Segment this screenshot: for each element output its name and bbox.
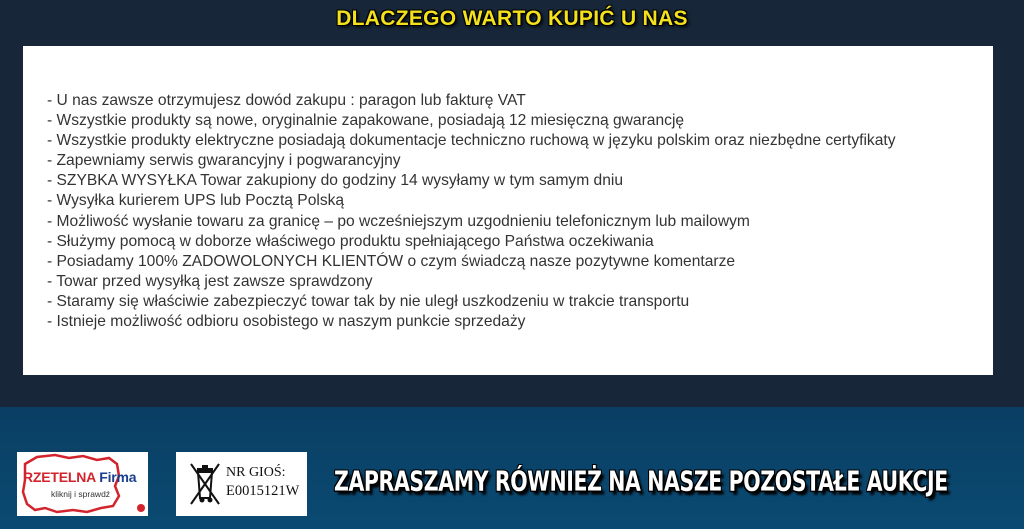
- benefit-item: - Istnieje możliwość odbioru osobistego w naszym punkcie sprzedaży: [47, 313, 526, 331]
- benefit-item: - Zapewniamy serwis gwarancyjny i pogwarancyjny: [47, 152, 401, 170]
- benefit-item: - U nas zawsze otrzymujesz dowód zakupu : paragon lub fakturę VAT: [47, 92, 526, 109]
- rzetelna-dot-icon: [137, 504, 145, 512]
- benefit-item: - Możliwość wysłanie towaru za granicę – po wcześniejszym uzgodnieniu telefonicznym lub mailowym: [47, 212, 750, 230]
- gios-badge: [176, 452, 307, 516]
- rzetelna-tagline: kliknij i sprawdź: [51, 489, 111, 499]
- other-auctions-link[interactable]: ZAPRASZAMY RÓWNIEŻ NA NASZE POZOSTAŁE AUKCJE: [334, 465, 948, 498]
- benefit-item: - Wszystkie produkty są nowe, oryginalnie zapakowane, posiadają 12 miesięczną gwarancję: [47, 112, 685, 130]
- rzetelna-brand: RZETELNA Firma: [23, 469, 137, 485]
- rzetelna-firma-badge[interactable]: [17, 452, 148, 516]
- crossed-bin-icon: [188, 460, 222, 508]
- benefits-list: [47, 91, 896, 332]
- gios-number: E0015121W: [226, 483, 300, 499]
- benefit-item: - Służymy pomocą w doborze właściwego produktu spełniającego Państwa oczekiwania: [47, 232, 654, 250]
- benefit-item: - Wszystkie produkty elektryczne posiadają dokumentacje techniczno ruchową w języku polskim oraz niezbędne certyfikaty: [47, 132, 896, 150]
- benefit-item: - SZYBKA WYSYŁKA Towar zakupiony do godziny 14 wysyłamy w tym samym dniu: [47, 172, 624, 190]
- gios-label: NR GIOŚ:: [226, 465, 286, 480]
- section-title: DLACZEGO WARTO KUPIĆ U NAS: [336, 7, 688, 30]
- benefit-item: - Staramy się właściwie zabezpieczyć towar tak by nie uległ uszkodzeniu w trakcie transportu: [47, 292, 690, 310]
- benefits-panel: [23, 46, 993, 375]
- benefit-item: - Posiadamy 100% ZADOWOLONYCH KLIENTÓW o czym świadczą nasze pozytywne komentarze: [47, 252, 736, 270]
- benefit-item: - Towar przed wysyłką jest zawsze sprawdzony: [47, 272, 373, 290]
- benefit-item: - Wysyłka kurierem UPS lub Pocztą Polską: [47, 192, 345, 210]
